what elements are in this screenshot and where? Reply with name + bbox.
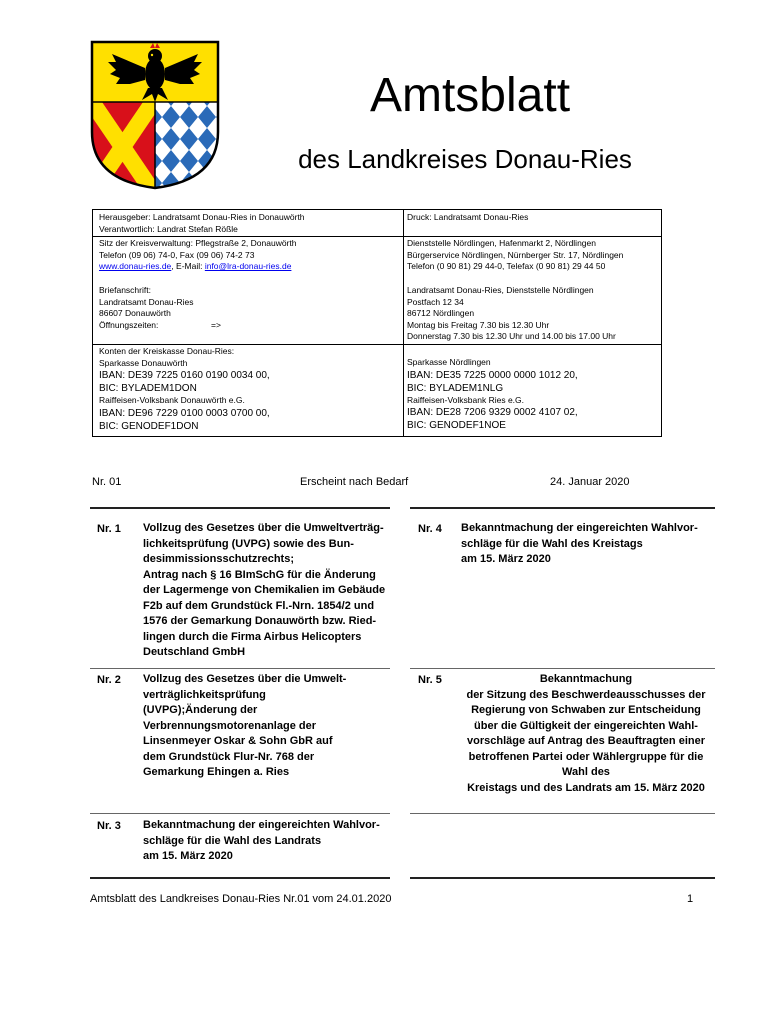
entry-number-4: Nr. 4: [418, 523, 442, 535]
footer-text: Amtsblatt des Landkreises Donau-Ries Nr.01 vom 24.01.2020: [90, 893, 392, 905]
print-info: Druck: Landratsamt Donau-Ries: [407, 212, 529, 222]
issue-number: Nr. 01: [92, 476, 122, 488]
publication-subtitle: des Landkreises Donau-Ries: [298, 144, 632, 174]
branch-postal-block: Landratsamt Donau-Ries, Dienststelle Nördlingen Postfach 12 34 86712 Nördlingen Montag bis Freitag 7.30 bis 12.30 Uhr Donnerstag 7.30 bis 12.30 Uhr und 14.00 bis 17.00 Uhr: [407, 285, 616, 341]
publisher-info-box: [92, 209, 662, 437]
email-link[interactable]: info@lra-donau-ries.de: [204, 261, 292, 271]
publication-title: Amtsblatt: [369, 69, 571, 122]
issue-date: 24. Januar 2020: [550, 476, 630, 488]
entry-5-text[interactable]: Bekanntmachung der Sitzung des Beschwerdeausschusses der Regierung von Schwaben zur Entscheidung über die Gültigkeit der eingereichten Wahl- vorschläge auf Antrag des Beauftragten einer betroffenen Partei oder Wählergruppe für die Wahl des Kreistags und des Landrats am 15. März 2020: [466, 673, 706, 794]
entry-number-5: Nr. 5: [418, 674, 442, 686]
entry-2-text[interactable]: Vollzug des Gesetzes über die Umwelt- verträglichkeitsprüfung (UVPG);Änderung der Verbrennungsmotorenanlage der Linsenmeyer Oskar & Sohn GbR auf dem Grundstück Flur-Nr. 768 der Gemarkung Ehingen a. Ries: [143, 673, 347, 778]
entry-3-text[interactable]: Bekanntmachung der eingereichten Wahlvor- schläge für die Wahl des Landrats am 15. März 2020: [143, 819, 380, 862]
page-number: 1: [687, 893, 694, 905]
entry-number-2: Nr. 2: [97, 674, 121, 686]
issue-line: [92, 476, 652, 494]
issue-frequency: Erscheint nach Bedarf: [300, 476, 409, 488]
entry-4-text[interactable]: Bekanntmachung der eingereichten Wahlvor- schläge für die Wahl des Kreistags am 15. März 2020: [461, 522, 698, 565]
bank-accounts-block: Konten der Kreiskasse Donau-Ries: Sparkasse Donauwörth IBAN: DE39 7225 0160 0190 0034 00, BIC: BYLADEM1DON Raiffeisen-Volksbank Donauwörth e.G. IBAN: DE96 7229 0100 0003 0700 00, BIC: GENODEF1DON: [99, 346, 270, 432]
branch-bank-block: Sparkasse Nördlingen IBAN: DE35 7225 0000 0000 1012 20, BIC: BYLADEM1NLG Raiffeisen-Volksbank Ries e.G. IBAN: DE28 7206 9329 0002 4107 02, BIC: GENODEF1NOE: [407, 357, 578, 431]
entry-number-1: Nr. 1: [97, 523, 121, 535]
headquarters-block: Sitz der Kreisverwaltung: Pflegstraße 2, Donauwörth Telefon (09 06) 74-0, Fax (09 06) 74-2 73 www.donau-ries.de, E-Mail: info@lra-donau-ries.de: [99, 238, 297, 271]
postal-address-block: Briefanschrift: Landratsamt Donau-Ries 86607 Donauwörth Öffnungszeiten: =>: [99, 285, 221, 330]
entry-1-text[interactable]: Vollzug des Gesetzes über die Umweltverträg- lichkeitsprüfung (UVPG) sowie des Bun- desimmissionsschutzrechts; Antrag nach § 16 BImSchG für die Änderung der Lagermenge von Chemikalien im Gebäude F2b auf dem Grundstück Fl.-Nrn. 1854/2 und 1576 der Gemarkung Donauwörth bzw. Ried- lingen durch die Firma Airbus Helicopters Deutschland GmbH: [143, 522, 386, 658]
website-link[interactable]: www.donau-ries.de: [99, 261, 172, 271]
branch-office-block: Dienststelle Nördlingen, Hafenmarkt 2, Nördlingen Bürgerservice Nördlingen, Nürnberger Str. 17, Nördlingen Telefon (0 90 81) 29 44-0, Telefax (0 90 81) 29 44 50: [407, 238, 624, 271]
entry-number-3: Nr. 3: [97, 820, 121, 832]
publisher-block: Herausgeber: Landratsamt Donau-Ries in Donauwörth Verantwortlich: Landrat Stefan Rößle: [99, 212, 305, 234]
coat-of-arms-logo: [90, 40, 220, 190]
